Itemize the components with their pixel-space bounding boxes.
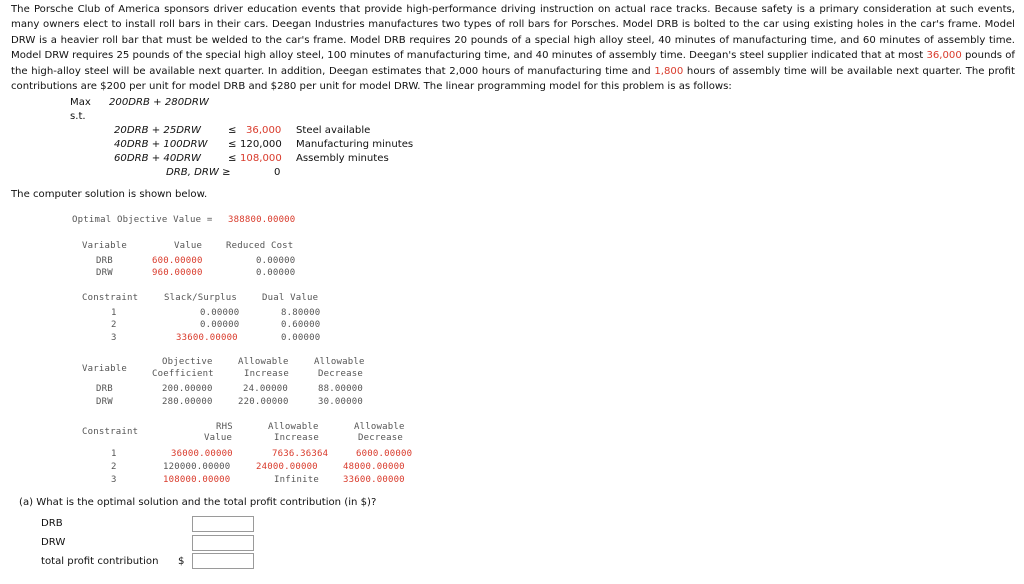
max-label: Max [70,97,91,108]
constraint-1-op: ≤ [228,125,237,136]
obj-ranging-header-inc-1: Allowable [238,357,289,367]
constraint-2-id: 2 [111,320,117,330]
obj-ranging-drb-inc: 24.00000 [243,384,288,394]
rhs-ranging-1-inc: 7636.36364 [272,449,329,459]
rhs-ranging-1-rhs: 36000.00000 [171,449,233,459]
constraint-2-desc: Manufacturing minutes [296,139,414,150]
rhs-ranging-header-constraint: Constraint [82,427,139,437]
obj-ranging-drb-dec: 88.00000 [318,384,363,394]
rhs-ranging-header-rhs-1: RHS [216,422,233,432]
variable-drw-name: DRW [96,268,113,278]
drb-answer-input[interactable] [192,516,254,532]
assembly-hours-value: 1,800 [654,65,684,77]
intro-text-3: hours of assembly time will be available next quarter. The profit contributions are $200 per unit for model DRB and $280 per unit for model DRW. The linear programming model for this problem is as follows: [11,65,1015,93]
variable-drw-value: 960.00000 [152,268,203,278]
rhs-ranging-2-dec: 48000.00000 [343,462,405,472]
drw-label: DRW [41,537,66,548]
question-a-text: (a) What is the optimal solution and the total profit contribution (in $)? [19,497,377,508]
obj-ranging-header-dec-1: Allowable [314,357,365,367]
constraint-3-op: ≤ [228,153,237,164]
variables-header-variable: Variable [82,241,127,251]
variables-header-reduced-cost: Reduced Cost [226,241,294,251]
constraint-3-id: 3 [111,333,117,343]
rhs-ranging-1-id: 1 [111,449,117,459]
total-profit-label: total profit contribution [41,556,159,567]
obj-ranging-drb-name: DRB [96,384,113,394]
currency-symbol: $ [178,556,185,567]
obj-ranging-header-inc-2: Increase [244,369,289,379]
intro-text-1: The Porsche Club of America sponsors driver education events that provide high-performance driving instruction on actual race tracks. Because safety is a primary consideration at such events, many owners elect to install roll bars in their cars. Deegan Industries manufactures two types of roll bars for Porsches. Model DRB is bolted to the car using existing holes in the car's frame. Model DRW is a heavier roll bar that must be welded to the car's frame. Model DRB requires 20 pounds of a special high alloy steel, 40 minutes of manufacturing time, and 60 minutes of assembly time. Model DRW requires 25 pounds of the special high alloy steel, 100 minutes of manufacturing time, and 40 minutes of assembly time. Deegan's steel supplier indicated that at most [11,4,1015,62]
nonnegativity-lhs: DRB, DRW ≥ [166,167,231,178]
obj-ranging-drw-dec: 30.00000 [318,397,363,407]
rhs-ranging-header-inc-1: Allowable [268,422,319,432]
total-profit-input[interactable] [192,553,254,569]
rhs-ranging-3-dec: 33600.00000 [343,475,405,485]
constraints-header-constraint: Constraint [82,293,139,303]
variable-drb-reduced: 0.00000 [256,256,296,266]
subject-to-label: s.t. [70,111,86,122]
drb-label: DRB [41,518,63,529]
constraint-2-slack: 0.00000 [200,320,240,330]
variable-drb-name: DRB [96,256,113,266]
rhs-ranging-2-inc: 24000.00000 [256,462,318,472]
rhs-ranging-header-inc-2: Increase [274,433,319,443]
rhs-ranging-1-dec: 6000.00000 [356,449,413,459]
objective-value: 388800.00000 [228,215,296,225]
variables-header-value: Value [174,241,203,251]
constraint-2-rhs: 120,000 [240,139,282,150]
constraint-2-op: ≤ [228,139,237,150]
constraint-2-dual: 0.60000 [281,320,321,330]
obj-ranging-drw-name: DRW [96,397,113,407]
obj-ranging-header-coef-1: Objective [162,357,213,367]
constraints-header-slack: Slack/Surplus [164,293,238,303]
constraint-3-slack: 33600.00000 [176,333,238,343]
drw-answer-input[interactable] [192,535,254,551]
constraint-2-lhs: 40DRB + 100DRW [114,139,208,150]
objective-function: 200DRB + 280DRW [109,97,209,108]
rhs-ranging-2-id: 2 [111,462,117,472]
steel-limit-value: 36,000 [926,50,962,62]
obj-ranging-header-dec-2: Decrease [318,369,363,379]
rhs-ranging-3-rhs: 108000.00000 [163,475,231,485]
obj-ranging-drb-coef: 200.00000 [162,384,213,394]
obj-ranging-header-variable: Variable [82,364,127,374]
rhs-ranging-header-dec-1: Allowable [354,422,405,432]
rhs-ranging-header-dec-2: Decrease [358,433,403,443]
rhs-ranging-3-id: 3 [111,475,117,485]
variable-drb-value: 600.00000 [152,256,203,266]
problem-statement [11,2,1015,94]
constraint-1-dual: 8.80000 [281,308,321,318]
rhs-ranging-2-rhs: 120000.00000 [163,462,231,472]
solution-intro: The computer solution is shown below. [11,189,208,200]
constraint-1-id: 1 [111,308,117,318]
obj-ranging-drw-coef: 280.00000 [162,397,213,407]
rhs-ranging-header-rhs-2: Value [204,433,233,443]
obj-ranging-drw-inc: 220.00000 [238,397,289,407]
objective-value-label: Optimal Objective Value = [72,215,213,225]
variable-drw-reduced: 0.00000 [256,268,296,278]
rhs-ranging-3-inc: Infinite [274,475,319,485]
constraint-1-desc: Steel available [296,125,371,136]
obj-ranging-header-coef-2: Coefficient [152,369,214,379]
constraints-header-dual: Dual Value [262,293,319,303]
constraint-1-slack: 0.00000 [200,308,240,318]
constraint-3-rhs: 108,000 [240,153,282,164]
constraint-3-lhs: 60DRB + 40DRW [114,153,202,164]
constraint-3-dual: 0.00000 [281,333,321,343]
constraint-1-lhs: 20DRB + 25DRW [114,125,202,136]
constraint-1-rhs: 36,000 [246,125,282,136]
constraint-3-desc: Assembly minutes [296,153,389,164]
nonnegativity-rhs: 0 [274,167,281,178]
intro-text-2: pounds of the high-alloy steel will be available next quarter. In addition, Deegan estimates that 2,000 hours of manufacturing time and [11,50,1015,77]
